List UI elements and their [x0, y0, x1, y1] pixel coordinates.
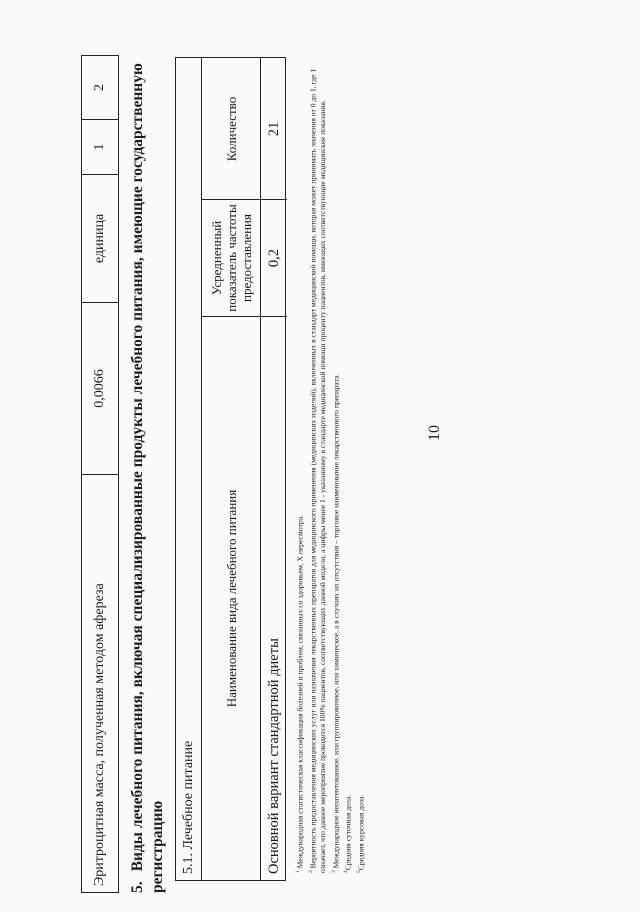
header-frequency: Усредненный показатель частоты предоставления — [202, 199, 260, 316]
footnote: $^2$ Вероятность предоставления медицинских услуг или назначения лекарственных препаратов для медицинского применения (медицинских изделий), включенных в стандарт медицинской помощи, которая может принимать значения от 0 до 1, где 1 означает, что данное мероприятие проводится 100% пациентов, соответствующих данной модели, а цифры менее 1 - указанному в стандарте медицинской помощи проценту пациентов, имеющих соответствующие медицинские показания. — [307, 68, 328, 873]
diet-quantity: 21 — [265, 121, 282, 137]
section-title: Виды лечебного питания, включая специализированные продукты лечебного питания, имеющие государственную регистрацию — [129, 63, 166, 893]
section-heading — [128, 53, 168, 893]
diet-frequency: 0,2 — [261, 199, 287, 316]
footnote: $^1$ Международная статистическая классификация болезней и проблем, связанных со здоровьем, X пересмотра. — [295, 515, 305, 873]
component-unit: единица — [82, 174, 118, 302]
table-row — [261, 58, 287, 880]
header-quantity: Количество — [223, 96, 239, 162]
erythrocyte-table-row — [81, 55, 119, 893]
page-number: 10 — [426, 425, 443, 441]
footnote: $^5$Средняя курсовая доза. — [356, 794, 366, 873]
section-number: 5. — [129, 881, 146, 893]
header-name: Наименование вида лечебного питания — [202, 316, 260, 880]
footnotes — [293, 53, 367, 893]
footnote: $^3$ Международное непатентованное, или группировочное, или химическое, а в случаях их отсутствия – торговое наименование лекарственного препарата. — [330, 373, 341, 873]
component-name: Эритроцитная масса, полученная методом афереза — [82, 474, 118, 892]
component-frequency: 0,0066 — [82, 302, 118, 474]
nutrition-header-row — [202, 58, 261, 880]
nutrition-table — [175, 57, 286, 881]
component-daily-dose: 1 — [82, 119, 118, 174]
diet-name: Основной вариант стандартной диеты — [261, 316, 287, 880]
nutrition-group-label: 5.1. Лечебное питание — [176, 58, 202, 880]
footnote: $^4$Средняя суточная доза. — [343, 794, 353, 873]
rotated-content — [30, 43, 630, 893]
component-course-dose: 2 — [92, 84, 107, 91]
